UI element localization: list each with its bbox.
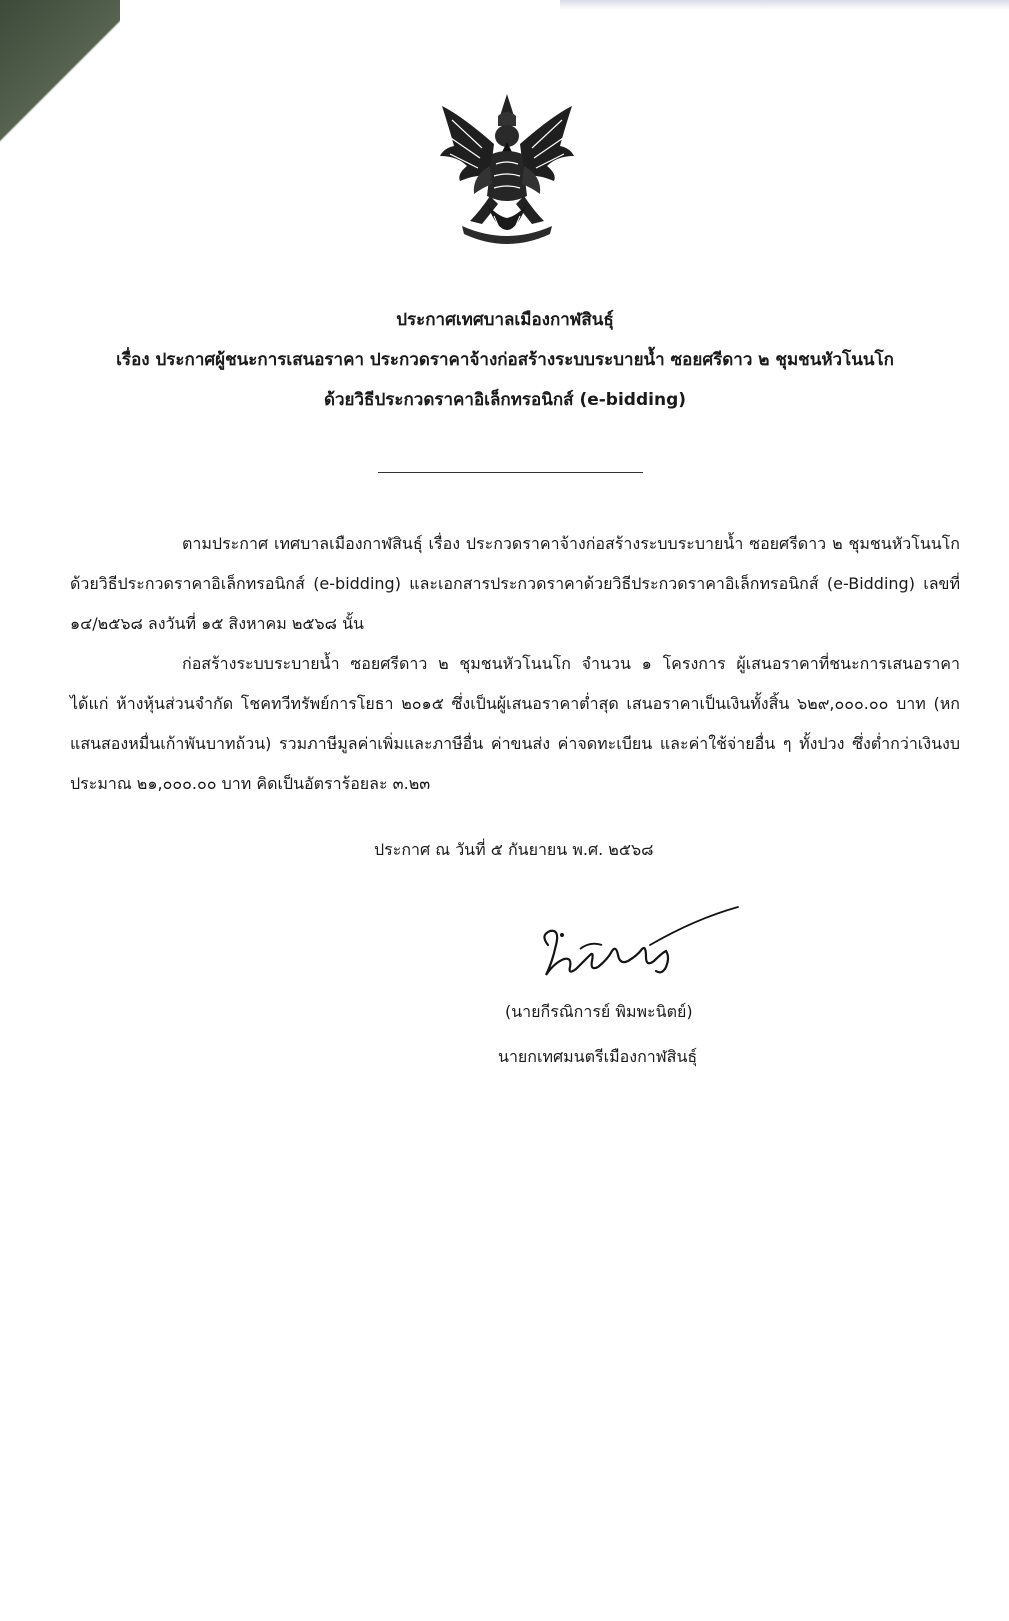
title-line-2: เรื่อง ประกาศผู้ชนะการเสนอราคา ประกวดราคาจ้างก่อสร้างระบบระบายน้ำ ซอยศรีดาว ๒ ชุมชนหัวโนนโก (116, 350, 894, 370)
title-line-1: ประกาศเทศบาลเมืองกาฬสินธุ์ (396, 310, 614, 330)
handwritten-signature (520, 905, 750, 990)
body-paragraph-1: ตามประกาศ เทศบาลเมืองกาฬสินธุ์ เรื่อง ประกวดราคาจ้างก่อสร้างระบบระบายน้ำ ซอยศรีดาว ๒ ชุมชนหัวโนนโก ด้วยวิธีประกวดราคาอิเล็กทรอนิกส์ (e-bidding) และเอกสารประกวดราคาด้วยวิธีประกวดราคาอิเล็กทรอนิกส์ (e-Bidding) เลขที่ ๑๔/๒๕๖๘ ลงวันที่ ๑๕ สิงหาคม ๒๕๖๘ นั้น (70, 534, 960, 633)
title-divider (378, 472, 643, 473)
title-line-3: ด้วยวิธีประกวดราคาอิเล็กทรอนิกส์ (e-bidding) (323, 390, 687, 410)
top-edge-strip (560, 0, 1009, 10)
garuda-emblem-icon (432, 86, 582, 256)
page-corner-shadow (0, 0, 120, 190)
announcement-dateline: ประกาศ ณ วันที่ ๕ กันยายน พ.ศ. ๒๕๖๘ (374, 840, 654, 859)
signatory-position: นายกเทศมนตรีเมืองกาฬสินธุ์ (498, 1047, 698, 1066)
document-title (40, 300, 970, 420)
body-paragraph-2: ก่อสร้างระบบระบายน้ำ ซอยศรีดาว ๒ ชุมชนหัวโนนโก จำนวน ๑ โครงการ ผู้เสนอราคาที่ชนะการเสนอราคา ได้แก่ ห้างหุ้นส่วนจำกัด โชคทวีทรัพย์การโยธา ๒๐๑๕ ซึ่งเป็นผู้เสนอราคาต่ำสุด เสนอราคาเป็นเงินทั้งสิ้น ๖๒๙,๐๐๐.๐๐ บาท (หกแสนสองหมื่นเก้าพันบาทถ้วน) รวมภาษีมูลค่าเพิ่มและภาษีอื่น ค่าขนส่ง ค่าจดทะเบียน และค่าใช้จ่ายอื่น ๆ ทั้งปวง ซึ่งต่ำกว่าเงินงบประมาณ ๒๑,๐๐๐.๐๐ บาท คิดเป็นอัตราร้อยละ ๓.๒๓ (70, 654, 960, 793)
announcement-body (70, 524, 960, 804)
signatory-name: (นายกีรณิการย์ พิมพะนิตย์) (505, 1002, 693, 1021)
